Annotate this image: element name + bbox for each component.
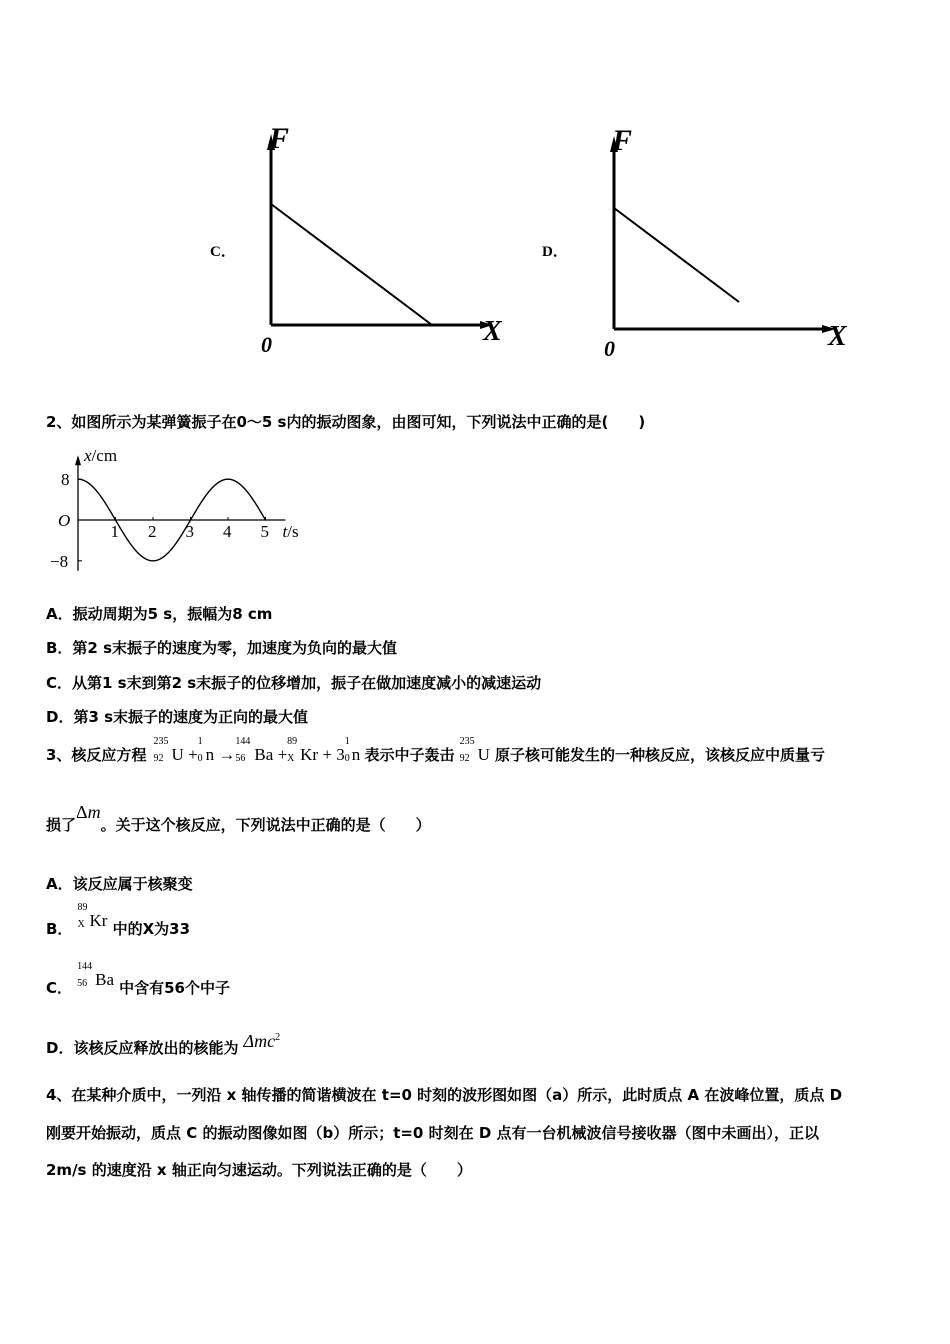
q3-line1	[46, 736, 825, 774]
iso-u235-2: 235 92 U	[459, 736, 490, 764]
q3-suffix: 原子核可能发生的一种核反应，该核反应中质量亏	[494, 746, 825, 764]
q3-line2: 损了Δm。关于这个核反应，下列说法中正确的是（ ）	[46, 802, 431, 834]
chart2-ytick-top: 8	[61, 470, 70, 490]
energy-formula: Δmc$^2$	[243, 1031, 281, 1051]
graph-c-line	[271, 204, 432, 325]
q3-option-b: B． 89 X Kr 中的X为33	[46, 902, 191, 938]
graph-c-origin: 0	[261, 332, 272, 357]
chart2-ytick-bottom: −8	[50, 551, 69, 571]
q2-option-a: A．振动周期为5 s，振幅为8 cm	[46, 605, 273, 623]
chart2-xtick-3: 3	[185, 522, 194, 541]
chart2-xtick-2: 2	[148, 522, 157, 541]
graph-d-x-label: X	[828, 321, 847, 352]
iso-neutron-2: 1 0 n	[344, 736, 361, 764]
q3-option-a: A．该反应属于核聚变	[46, 875, 193, 893]
graph-c	[255, 120, 525, 360]
graph-d-origin: 0	[604, 336, 615, 360]
chart2-point-4	[227, 479, 228, 480]
q3-prefix: 3、核反应方程	[46, 746, 147, 764]
chart2-xtick-5: 5	[260, 522, 269, 541]
option-d-label: D．	[542, 244, 568, 260]
iso-ba144-opt: 144 56 Ba	[77, 961, 114, 989]
q2-option-c: C．从第1 s末到第2 s末振子的位移增加，振子在做加速度减小的减速运动	[46, 674, 542, 692]
q3-option-d: D．该核反应释放出的核能为 Δmc$^2$	[46, 1031, 281, 1057]
chart2-xtick-4: 4	[223, 522, 232, 541]
graph-d-line	[614, 208, 739, 302]
q4-line3: 2m/s 的速度沿 x 轴正向匀速运动。下列说法正确的是（ ）	[46, 1161, 472, 1179]
graph-c-y-label: F	[269, 122, 290, 155]
q2-option-b: B．第2 s末振子的速度为零，加速度为负向的最大值	[46, 639, 398, 657]
q2-option-d: D．第3 s末振子的速度为正向的最大值	[46, 708, 309, 726]
q4-line2: 刚要开始振动，质点 C 的振动图像如图（b）所示；t=0 时刻在 D 点有一台机械波信号接收器（图中未画出），正以	[46, 1124, 819, 1142]
chart2-point-2	[152, 560, 153, 561]
graph-d	[600, 120, 870, 360]
q4-line1: 4、在某种介质中，一列沿 x 轴传播的简谐横波在 t=0 时刻的波形图如图（a）所示，此时质点 A 在波峰位置，质点 D	[46, 1086, 843, 1104]
graph-c-x-label: X	[483, 316, 502, 347]
option-c-label: C．	[210, 244, 236, 260]
iso-u235: 235 92 U	[153, 736, 184, 764]
iso-ba144: 144 56 Ba	[235, 736, 274, 764]
chart2-origin: O	[58, 511, 71, 530]
q2-vibration-chart	[40, 440, 320, 580]
iso-kr89-opt: 89 X Kr	[77, 902, 108, 930]
iso-kr89: 89 X Kr	[287, 736, 319, 764]
graph-d-y-label: F	[612, 124, 633, 157]
chart2-x-label: t/s	[282, 522, 299, 541]
q3-option-c: C． 144 56 Ba 中含有56个中子	[46, 961, 230, 997]
q3-middle: 表示中子轰击	[364, 746, 455, 764]
iso-neutron: 1 0 n	[197, 736, 215, 764]
chart2-y-label: x/cm	[84, 446, 118, 466]
chart2-xtick-1: 1	[110, 522, 119, 541]
q2-stem: 2、如图所示为某弹簧振子在0～5 s内的振动图象，由图可知，下列说法中正确的是( )	[46, 413, 646, 431]
delta-m: Δm	[76, 802, 101, 822]
q3-equation: 235 92 U + 1 0 n → 144 56 Ba + 89 X Kr + 3 1 0 n	[153, 736, 361, 764]
chart2-y-arrow	[75, 455, 81, 465]
